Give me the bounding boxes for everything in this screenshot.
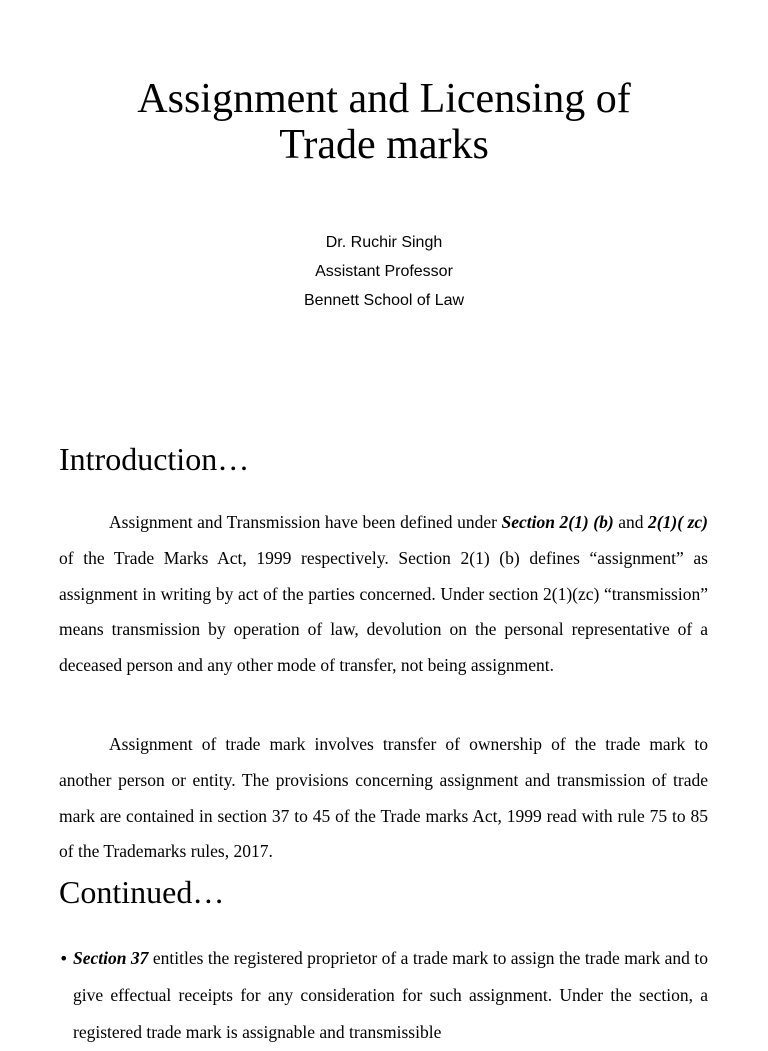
author-name: Dr. Ruchir Singh bbox=[325, 234, 443, 251]
introduction-paragraph-1 bbox=[59, 505, 708, 684]
introduction-heading: Introduction… bbox=[59, 441, 250, 477]
author-position: Assistant Professor bbox=[315, 263, 453, 280]
author-block bbox=[0, 228, 768, 315]
introduction-paragraph-2 bbox=[59, 727, 708, 870]
section-2-1-b-reference: Section 2(1) (b) bbox=[501, 512, 614, 532]
document-title-line-1: Assignment and Licensing of bbox=[137, 76, 631, 122]
bullet-text: entitles the registered proprietor of a trade mark to assign the trade mark and to give effectual receipts for any consideration for such assignment. Under the section, a registered trade mark is assignable and transmissible bbox=[73, 948, 708, 1042]
document-title bbox=[0, 76, 768, 168]
continued-bullet-list bbox=[59, 940, 708, 1051]
section-2-1-zc-reference: 2(1)( zc) bbox=[648, 512, 708, 532]
list-item bbox=[59, 940, 708, 1051]
paragraph-1-text-3: of the Trade Marks Act, 1999 respectively. Section 2(1) (b) defines “assignment” as assignment in writing by act of the parties concerned. Under section 2(1)(zc) “transmission” means transmission by operation of law, devolution on the personal representative of a deceased person and any other mode of transfer, not being assignment. bbox=[59, 547, 708, 676]
section-37-reference: Section 37 bbox=[73, 948, 149, 968]
continued-heading: Continued… bbox=[59, 874, 225, 910]
author-institution: Bennett School of Law bbox=[303, 292, 465, 309]
paragraph-2-text: Assignment of trade mark involves transfer of ownership of the trade mark to another person or entity. The provisions concerning assignment and transmission of trade mark are contained in section 37 to 45 of the Trade marks Act, 1999 read with rule 75 to 85 of the Trademarks rules, 2017. bbox=[59, 734, 708, 862]
document-title-line-2: Trade marks bbox=[279, 122, 489, 168]
bullet-icon: • bbox=[59, 949, 69, 968]
paragraph-1-text-1: Assignment and Transmission have been defined under bbox=[109, 512, 502, 532]
paragraph-1-text-2: and bbox=[613, 512, 649, 532]
